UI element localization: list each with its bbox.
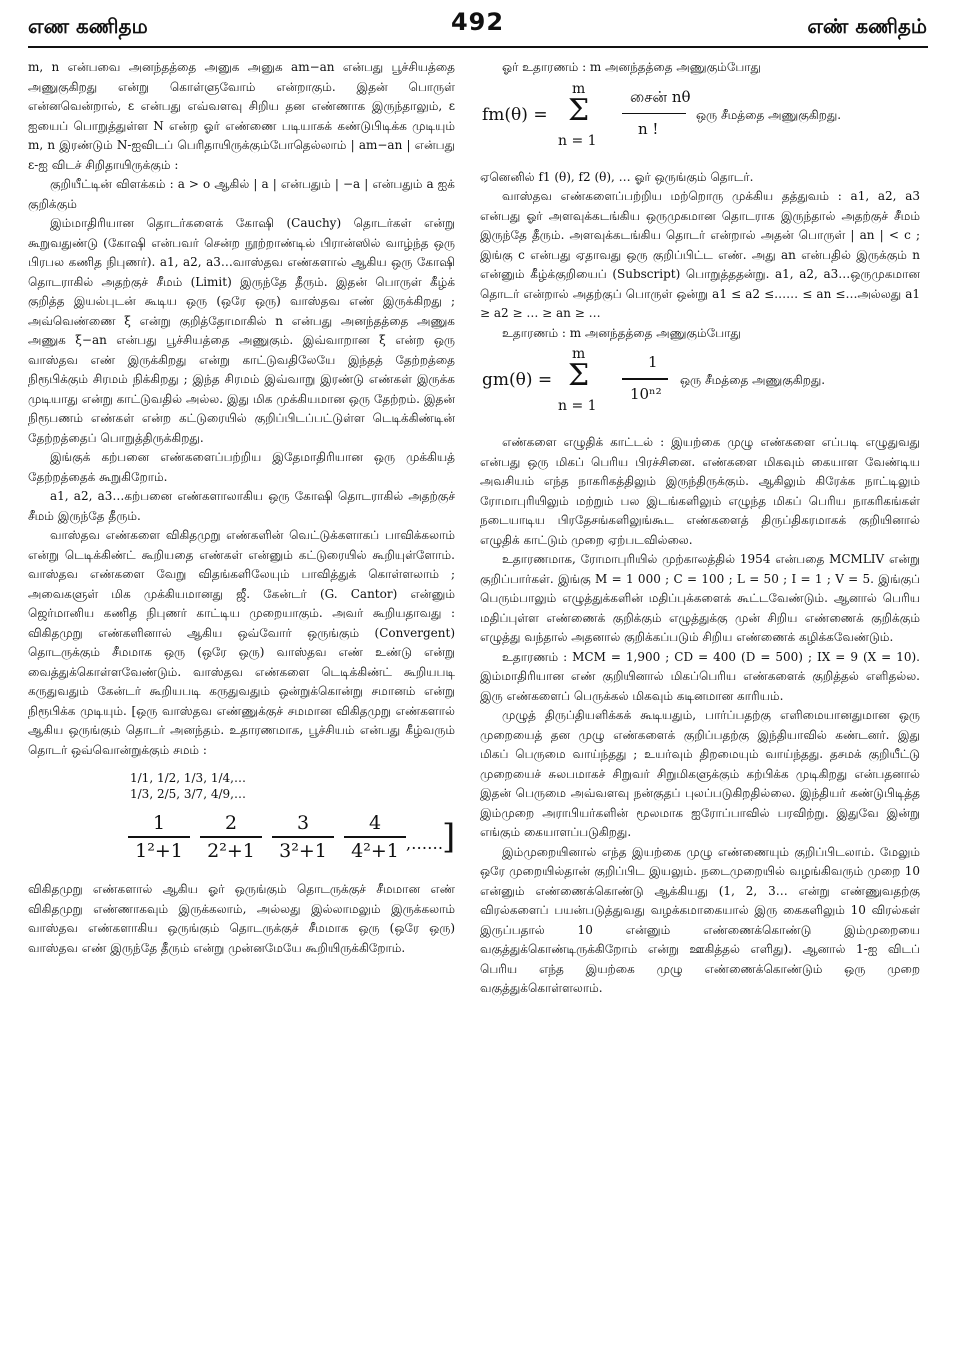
- paragraph: m, n என்பவை அனந்தத்தை அனுக அனுக am−an என்பது பூச்சியத்தை அணுகுகிறது என்று கொள்ளுவோம் என்றாகும். இதன் பொருள் என்னவென்றால், ε என்பது எவ்வளவு சிறிய தன எண்ணாக இருந்தாலும், ε ஐயைப் பொறுத்துள்ள N என்ற ஓர் எண்ணை படியாகக் கண்டுபிடிக்க முடியும் m, n இரண்டும் N-ஐவிடப் பெரிதாயிருக்கும்போதெல்லாம் | am−an | என்பது ε-ஐ விடச் சிறிதாயிருக்கும் :: [28, 60, 455, 172]
- numerator: 2: [224, 812, 238, 834]
- left-column: [28, 58, 455, 958]
- paragraph: உதாரணம் : MCM = 1,900 ; CD = 400 (D = 500) ; IX = 9 (X = 10). இம்மாதிரியான எண் குறியினால் மிகப்பெரிய எண்களைக் குறித்தல் எளிதல்ல. இரு எண்களைப் பெருக்கல் மிகவும் கடினமான காரியம்.: [480, 649, 920, 703]
- fraction-bar: [128, 836, 190, 838]
- numerator: 3: [296, 812, 310, 834]
- paragraph: a1, a2, a3…கற்பனை எண்களாலாகிய ஒரு கோஷி தொடராகில் அதற்குச் சீமம் இருந்தே தீரும்.: [28, 489, 455, 523]
- denominator: 1²+1: [135, 839, 183, 862]
- equation-lhs: gm(θ) =: [482, 370, 553, 390]
- sequence-line: 1/3, 2/5, 3/7, 4/9,…: [130, 787, 246, 801]
- fraction: [200, 812, 262, 862]
- page-number: 492: [450, 8, 505, 36]
- denominator: 4²+1: [351, 839, 399, 862]
- paragraph: உதாரணமாக, ரோமாபுரியில் முற்காலத்தில் 1954 என்பதை MCMLIV என்று குறிப்பார்கள். இங்கு M = 1 000 ; C = 100 ; L = 50 ; I = 1 ; V = 5. இங்குப் பெரும்பாலும் எழுத்துக்களின் மதிப்புக்களைக் கூட்டவேண்டும். ஆனால் பெரிய மதிப்புள்ள எண்ணைக் குறிக்கும் எழுத்துக்கு முன் சிறிய எண்ணைக் குறிக்கும் எழுத்து வந்தால் அதனால் குறிக்கப்படும் சிறிய எண்ணைக் கழிக்கவேண்டும்.: [480, 552, 920, 644]
- denominator: n !: [638, 119, 659, 138]
- running-head-left: எண கணிதம: [28, 14, 148, 38]
- running-head-right: எண் கணிதம்: [807, 14, 927, 38]
- paragraph: ஏனெனில் f1 (θ), f2 (θ), … ஓர் ஒருங்கும் தொடர்.: [480, 169, 754, 184]
- equation-lhs: fm(θ) =: [482, 104, 548, 125]
- right-column: [480, 58, 920, 999]
- sequence-ellipsis: ,……: [406, 834, 444, 853]
- denominator: 10ⁿ²: [630, 385, 662, 403]
- paragraph: இங்குக் கற்பனை எண்களைப்பற்றிய இதேமாதிரியான ஒரு முக்கியத் தேற்றத்தைக் கூறுகிறோம்.: [28, 450, 455, 484]
- fraction-bar: [200, 836, 262, 838]
- denominator: 2²+1: [207, 839, 255, 862]
- page-header: [28, 6, 927, 46]
- paragraph: விகிதமுறு எண்களால் ஆகிய ஓர் ஒருங்கும் தொடருக்குச் சீமமான எண் விகிதமுறு எண்ணாகவும் இருக்கலாம், அல்லது இல்லாமலும் இருக்கலாம் வாஸ்தவ எண்களாகிய ஒருங்கும் தொடருக்குச் சீமமாக ஒரு (ஒரே ஒரு) வாஸ்தவ எண் இருந்தே தீரும் என்று முன்னமேயே கூறியிருக்கிறோம்.: [28, 882, 455, 955]
- paragraph: வாஸ்தவ எண்களை விகிதமுறு எண்களின் வெட்டுக்களாகப் பாவிக்கலாம் என்று டெடிக்கிண்ட் கூறியதை எண்கள் என்னும் கட்டுரையில் கூறியுள்ளோம். வாஸ்தவ எண்களை வேறு விதங்களிலேயும் பாவித்துக் கொள்ளலாம் ; அவைகளுள் மிக முக்கியமானது ஜீ. கேன்டர் (G. Cantor) என்னும் ஜெர்மானிய கணித நிபுணர் காட்டிய முறையாகும். அவர் கூறியதாவது : விகிதமுறு எண்களினால் ஆகிய ஒவ்வோர் ஒருங்கும் (Convergent) தொடருக்கும் சீமமாக ஒரு (ஒரே ஒரு) வாஸ்தவ எண் உண்டு என்று வைத்துக்கொள்ளவேண்டும். வாஸ்தவ எண்களை டெடிக்கிண்ட் கூறியபடி கருதுவதும் கேன்டர் கூறியபடி கருதுவதும் ஒன்றுக்கொன்று சமானம் என்று நிரூபிக்க முடியும். [ஒரு வாஸ்தவ எண்ணுக்குச் சமமான விகிதமுறு எண்களால் ஆகிய ஒருங்கும் தொடர் அனந்தம். உதாரணமாக, பூச்சியம் என்பது கீழ்வரும் தொடர் ஒவ்வொன்றுக்கும் சமம் :: [28, 528, 455, 757]
- sum-upper-limit: m: [572, 346, 586, 362]
- fraction-bar: [344, 836, 406, 838]
- fraction: [128, 812, 190, 862]
- denominator: 3²+1: [279, 839, 327, 862]
- paragraph: குறியீட்டின் விளக்கம் : a > o ஆகில் | a | என்பதும் | −a | என்பதும் a ஐக் குறிக்கும்: [28, 177, 455, 211]
- paragraph: வாஸ்தவ எண்களைப்பற்றிய மற்றொரு முக்கிய தத்துவம் : a1, a2, a3 என்பது ஓர் அளவுக்கடங்கிய ஒருமுகமான தொடராக இருந்தால் அதற்குச் சீமம் இருந்தே தீரும். அளவுக்கடங்கிய தொடர் என்றால் அதன் பொருள் | an | < c ; இங்கு c என்பது ஏதாவது ஒரு குறிப்பிட்ட எண். அது an என்பதில் இருக்கும் n என்னும் கீழ்க்குறியைப் (Subscript) பொறுத்ததன்று. a1, a2, a3…ஒருமுகமான தொடர் என்றால் அதற்குப் பொருள் ஒன்று a1 ≤ a2 ≤…… ≤ an ≤…அல்லது a1 ≥ a2 ≥ … ≥ an ≥ …: [480, 189, 920, 320]
- fraction-bar: [622, 378, 668, 380]
- sigma-symbol: Σ: [568, 92, 590, 128]
- sigma-symbol: Σ: [568, 358, 590, 393]
- sum-lower-limit: n = 1: [558, 132, 597, 149]
- fraction-bar: [272, 836, 334, 838]
- equation-g: [480, 347, 920, 427]
- paragraph: இம்மாதிரியான தொடர்களைக் கோஷி (Cauchy) தொடர்கள் என்று கூறுவதுண்டு (கோஷி என்பவர் சென்ற நூற்றாண்டில் பிரான்ஸில் வாழ்ந்த ஒரு பிரபல கணித நிபுணர்). a1, a2, a3…வாஸ்தவ எண்களால் ஆகிய ஒரு கோஷி தொடராகில் அதற்குச் சீமம் (Limit) இருந்தே தீரும். இதன் பொருள் கீழ்க் குறித்த இயல்புடன் கூடிய ஒரு (ஒரே ஒரு) வாஸ்தவ எண் இருக்கிறது ; அவ்வெண்ணை ξ என்று குறித்தோமாகில் n என்பது அனந்தத்தை அணுக அணுக ξ−an என்பது பூச்சியத்தை அணுகும். இவ்வாறான ξ என்ற ஒரு வாஸ்தவ எண் இருக்கிறது என்று காட்டுவதிலேயே இந்தத் தேற்றத்தை நிரூபிக்கும் சிரமம் நிக்கிறது ; இந்த சிரமம் இவ்வாறு இரண்டு எண்கள் இருக்க முடியாது என்று காட்டுவதில் அல்ல. இது மிக முக்கியமான ஒரு தேற்றம். இதன் நிரூபணம் எண்கள் என்ற கட்டுரையில் குறிப்பிடப்பட்டுள்ள டெடிக்கிண்டின் தேற்றத்தைப் பொறுத்திருக்கிறது.: [28, 216, 455, 445]
- fraction: [272, 812, 334, 862]
- fraction-bar: [622, 113, 686, 115]
- numerator: 1: [648, 353, 658, 371]
- equation-trailing-text: ஒரு சீமத்தை அணுகுகிறது.: [696, 107, 842, 122]
- fraction-sequence: [28, 808, 455, 880]
- paragraph: எண்களை எழுதிக் காட்டல் : இயற்கை முழு எண்களை எப்படி எழுதுவது என்பது ஒரு மிகப் பெரிய பிரச்சினை. எண்களை மிகவும் கையாள வேண்டிய அவசியம் எந்த நாகரிகத்திலும் இருந்திருக்கும். ஆகிலும் கிரேக்க நாட்டிலும் ரோமாபுரியிலும் மற்றும் பல இடங்களிலும் எழுந்த மிகப் பெரிய நாகரிகங்கள் நடையாடிய பிரதேசங்களிலுங்கூட எண்களைத் திருப்திகரமாகக் குறியினால் எழுதிக் காட்டும் முறை ஏற்படவில்லை.: [480, 435, 920, 547]
- header-rule: [28, 46, 928, 48]
- paragraph: ஓர் உதாரணம் : m அனந்தத்தை அணுகும்போது: [502, 60, 761, 74]
- equation-trailing-text: ஒரு சீமத்தை அணுகுகிறது.: [680, 373, 826, 387]
- sum-upper-limit: m: [572, 80, 586, 97]
- paragraph: முழுத் திருப்தியளிக்கக் கூடியதும், பார்ப்பதற்கு எளிமையானதுமான ஒரு முறையைத் தன முழு எண்களைக் குறிப்பதற்கு இந்தியாவில் கண்டனர். இது மிகப் பெருமை வாய்ந்தது ; உயர்வும் திறமையும் வாய்ந்தது. தசமக் குறியீட்டு முறையைச் சுலபமாகச் சிறுவர் சிறுமிகளுக்கும் கற்பிக்க முடிகிறது என்பதனால் இதன் பெருமை அவ்வளவு நன்குதப் புலப்படுகிறதில்லை. இந்தியர் கண்டுபிடித்த இம்முறை அராபியர்களின் மூலமாக ஐரோப்பாவில் பரவிற்று. இதுவே இன்று எங்கும் கையாளப்படுகிறது.: [480, 708, 920, 839]
- paragraph: உதாரணம் : m அனந்தத்தை அணுகும்போது: [502, 325, 741, 340]
- closing-bracket: ]: [442, 817, 456, 857]
- numerator: 4: [368, 812, 382, 834]
- sequence-line: 1/1, 1/2, 1/3, 1/4,…: [130, 771, 246, 785]
- sum-lower-limit: n = 1: [558, 398, 597, 414]
- equation-f: [480, 82, 920, 162]
- numerator: சைன் nθ: [630, 87, 691, 106]
- fraction: [344, 812, 406, 862]
- paragraph: இம்முறையினால் எந்த இயற்கை முழு எண்ணையும் குறிப்பிடலாம். மேலும் ஒரே முறையில்தான் குறிப்பிட இயலும். நடைமுறையில் வழங்கிவரும் முறை 10 என்னும் எண்ணைக்கொண்டு ஆக்கியது (1, 2, 3… என்று எண்ணுவதற்கு விரல்களைப் பயன்படுத்துவது வழக்கமாகையால் இரு கைகளிலும் 10 விரல்கள் இருப்பதால் 10 என்னும் எண்ணைக்கொண்டு இம்முறையை வகுத்துக்கொண்டிருக்கிறோம் என்று ஊகித்தல் எளிது). ஆனால் 1-ஐ விடப் பெரிய எந்த இயற்கை முழு எண்ணைக்கொண்டும் ஒரு முறை வகுத்துக்கொள்ளலாம்.: [480, 844, 920, 995]
- sequence-block: [130, 770, 455, 802]
- numerator: 1: [152, 812, 166, 834]
